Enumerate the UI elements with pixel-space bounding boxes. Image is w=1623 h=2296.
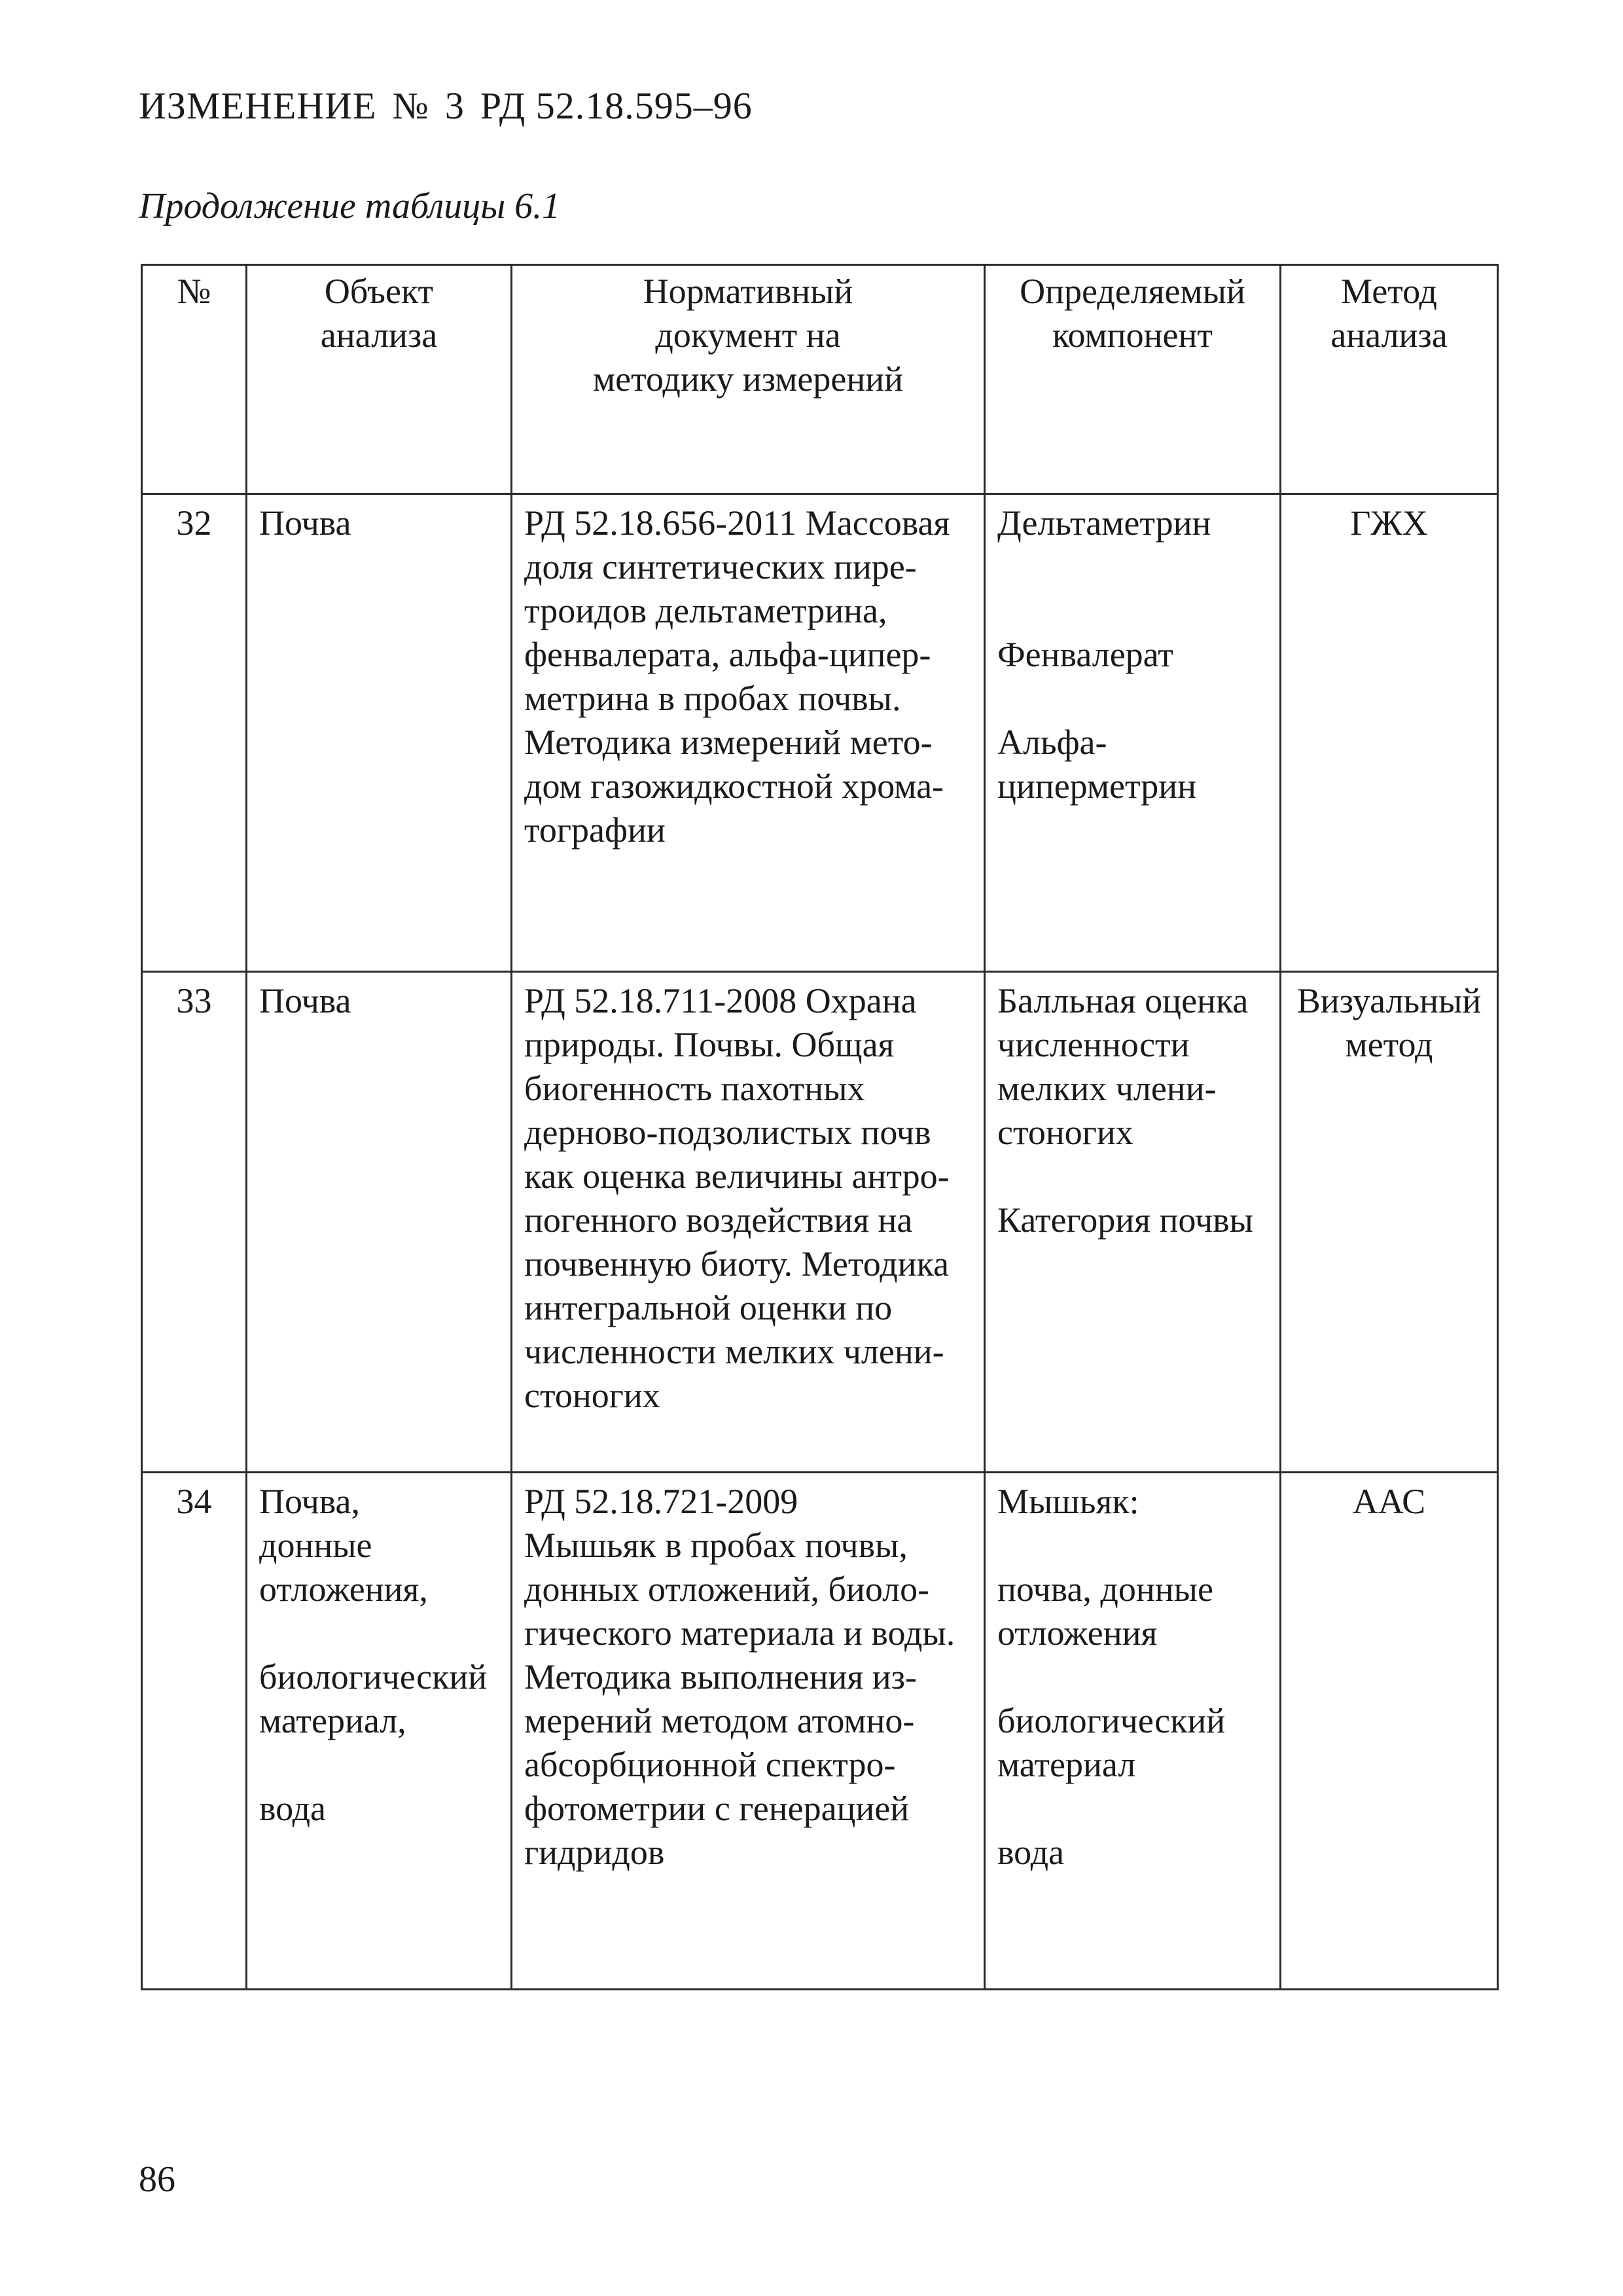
cell-line: материал xyxy=(997,1745,1136,1784)
cell-line: вода xyxy=(997,1833,1065,1872)
cell-line: стоногих xyxy=(997,1113,1133,1152)
cell-line: метод xyxy=(1345,1025,1433,1064)
cell-line: биогенность пахотных xyxy=(524,1069,865,1108)
cell-line: Мышьяк в пробах почвы, xyxy=(524,1526,908,1565)
method-cell xyxy=(1281,1473,1498,1990)
component-cell xyxy=(985,494,1281,972)
method-cell xyxy=(1281,972,1498,1473)
header-line: Объект xyxy=(324,272,434,311)
method-cell xyxy=(1281,494,1498,972)
cell-gap xyxy=(259,1611,499,1655)
component-cell xyxy=(985,972,1281,1473)
cell-gap xyxy=(259,1743,499,1787)
page-header xyxy=(139,84,753,128)
row-number-cell: 33 xyxy=(142,972,247,1473)
cell-gap xyxy=(997,1787,1268,1831)
header-normative-document xyxy=(512,265,985,494)
header-method xyxy=(1281,265,1498,494)
cell-line: Фенвалерат xyxy=(997,635,1173,674)
number-sign: № xyxy=(392,84,429,127)
cell-line: дерново-подзолистых почв xyxy=(524,1113,931,1152)
cell-gap xyxy=(997,677,1268,721)
cell-line: погенного воздействия на xyxy=(524,1200,913,1240)
cell-gap xyxy=(997,1155,1268,1198)
cell-line: как оценка величины антро- xyxy=(524,1157,950,1196)
header-num: № xyxy=(142,265,247,494)
header-component xyxy=(985,265,1281,494)
cell-line: троидов дельтаметрина, xyxy=(524,591,887,630)
row-number-cell: 34 xyxy=(142,1473,247,1990)
page-number: 86 xyxy=(139,2159,175,2200)
cell-line: Категория почвы xyxy=(997,1200,1253,1240)
normative-document-cell xyxy=(512,1473,985,1990)
table-caption: Продолжение таблицы 6.1 xyxy=(139,186,561,226)
cell-line: Альфа- xyxy=(997,723,1107,762)
cell-gap xyxy=(997,589,1268,633)
header-line: анализа xyxy=(1330,315,1448,355)
cell-line: донные xyxy=(259,1526,372,1565)
cell-line: отложения xyxy=(997,1613,1158,1653)
header-line: анализа xyxy=(320,315,438,355)
cell-line: почва, донные xyxy=(997,1570,1213,1609)
cell-line: мелких члени- xyxy=(997,1069,1217,1108)
amendment-number: 3 xyxy=(444,84,465,127)
cell-line: циперметрин xyxy=(997,766,1197,806)
cell-line: Почва xyxy=(259,981,351,1020)
header-line: методику измерений xyxy=(592,359,904,399)
methods-table xyxy=(141,264,1499,1990)
cell-line: почвенную биоту. Методика xyxy=(524,1244,949,1283)
cell-line: ГЖХ xyxy=(1350,503,1428,543)
cell-line: абсорбционной спектро- xyxy=(524,1745,896,1784)
cell-line: биологический xyxy=(997,1701,1226,1740)
header-line: Определяемый xyxy=(1020,272,1245,311)
cell-line: РД 52.18.656-2011 Массовая xyxy=(524,503,950,543)
object-cell xyxy=(247,972,512,1473)
header-object xyxy=(247,265,512,494)
normative-document-cell xyxy=(512,972,985,1473)
row-number-cell: 32 xyxy=(142,494,247,972)
cell-line: Дельтаметрин xyxy=(997,503,1211,543)
cell-line: Методика измерений мето- xyxy=(524,723,933,762)
cell-line: численности xyxy=(997,1025,1190,1064)
component-cell xyxy=(985,1473,1281,1990)
cell-line: ААС xyxy=(1352,1482,1426,1521)
object-cell xyxy=(247,494,512,972)
cell-line: Почва, xyxy=(259,1482,361,1521)
cell-line: гического материала и воды. xyxy=(524,1613,955,1653)
amendment-word: ИЗМЕНЕНИЕ xyxy=(139,84,377,127)
table-row xyxy=(142,494,1498,972)
cell-line: фенвалерата, альфа-ципер- xyxy=(524,635,931,674)
cell-line: РД 52.18.721-2009 xyxy=(524,1482,798,1521)
cell-line: донных отложений, биоло- xyxy=(524,1570,930,1609)
table-row xyxy=(142,1473,1498,1990)
cell-line: доля синтетических пире- xyxy=(524,547,917,586)
cell-line: Почва xyxy=(259,503,351,543)
cell-line: тографии xyxy=(524,810,666,850)
cell-line: мерений методом атомно- xyxy=(524,1701,915,1740)
table-row xyxy=(142,972,1498,1473)
object-cell xyxy=(247,1473,512,1990)
normative-document-cell xyxy=(512,494,985,972)
cell-line: дом газожидкостной хрома- xyxy=(524,766,944,806)
cell-gap xyxy=(997,1524,1268,1568)
cell-gap xyxy=(997,1655,1268,1699)
table-header-row xyxy=(142,265,1498,494)
cell-line: отложения, xyxy=(259,1570,428,1609)
header-line: документ на xyxy=(655,315,841,355)
cell-line: фотометрии с генерацией xyxy=(524,1789,910,1828)
cell-line: Визуальный xyxy=(1296,981,1482,1020)
header-line: компонент xyxy=(1052,315,1213,355)
cell-line: гидридов xyxy=(524,1833,665,1872)
cell-line: Методика выполнения из- xyxy=(524,1657,917,1696)
cell-line: метрина в пробах почвы. xyxy=(524,679,901,718)
cell-gap xyxy=(997,545,1268,589)
cell-line: стоногих xyxy=(524,1376,660,1415)
cell-line: биологический xyxy=(259,1657,488,1696)
cell-line: численности мелких члени- xyxy=(524,1332,944,1371)
header-line: Нормативный xyxy=(643,272,853,311)
cell-line: Мышьяк: xyxy=(997,1482,1139,1521)
cell-line: РД 52.18.711-2008 Охрана xyxy=(524,981,917,1020)
cell-line: интегральной оценки по xyxy=(524,1288,893,1327)
cell-line: материал, xyxy=(259,1701,406,1740)
cell-line: Балльная оценка xyxy=(997,981,1249,1020)
cell-line: природы. Почвы. Общая xyxy=(524,1025,895,1064)
cell-line: вода xyxy=(259,1789,327,1828)
amended-document: РД 52.18.595–96 xyxy=(480,84,753,127)
header-line: Метод xyxy=(1340,272,1438,311)
